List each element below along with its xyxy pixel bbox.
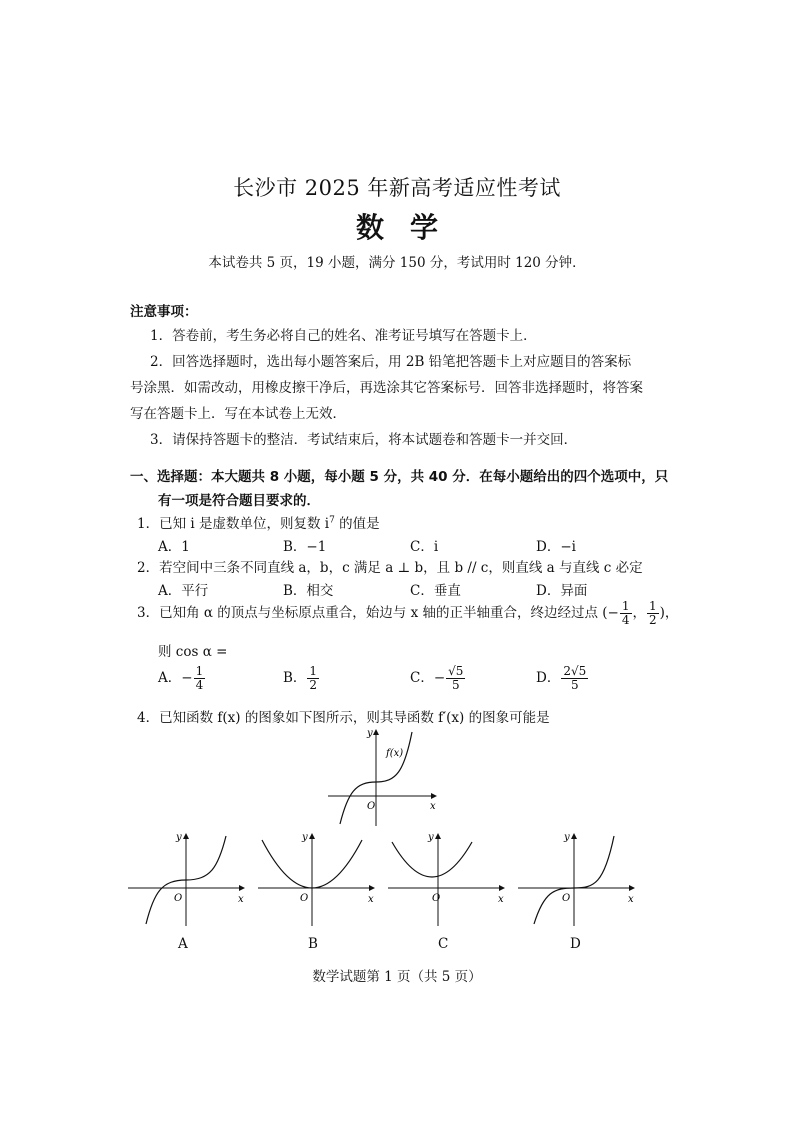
q1-option-b: B．−1	[283, 539, 327, 555]
q3-stem-after: )，	[659, 605, 679, 621]
q3-stem	[137, 600, 678, 627]
q3-point-y-fraction: $\frac{1}{2}$	[649, 599, 657, 627]
svg-text:y: y	[176, 832, 182, 843]
q3-option-a: A．− $\frac{1}{4}$	[158, 664, 204, 692]
q2-option-d: D．异面	[536, 583, 588, 599]
exam-info: 本试卷共 5 页，19 小题，满分 150 分，考试用时 120 分钟．	[208, 255, 586, 271]
q1-option-a: A．1	[158, 539, 190, 555]
svg-text:O: O	[562, 893, 571, 904]
note-item-1: 1．答卷前，考生务必将自己的姓名、准考证号填写在答题卡上．	[150, 328, 537, 344]
svg-text:x: x	[628, 894, 634, 905]
exam-title: 长沙市 2025 年新高考适应性考试	[233, 176, 561, 200]
section-heading-line-2: 有一项是符合题目要求的．	[158, 493, 320, 509]
q4-option-b-graph	[256, 830, 378, 928]
x-label: x	[430, 801, 436, 812]
svg-text:O: O	[174, 893, 183, 904]
q2-stem: 2．若空间中三条不同直线 a，b，c 满足 a ⊥ b，且 b // c，则直线 a 与直线 c 必定	[137, 560, 643, 576]
origin-label: O	[367, 801, 376, 812]
q4-stem: 4．已知函数 f(x) 的图象如下图所示，则其导函数 f′(x) 的图象可能是	[137, 710, 550, 726]
q1-option-d: D．−i	[536, 539, 576, 555]
q4-option-c-graph	[386, 830, 508, 928]
q1-stem-before: 1．已知 i 是虚数单位，则复数 i	[137, 516, 330, 532]
q3-option-c: C．− $\frac{√5}{5}$	[410, 664, 464, 692]
q2-option-c: C．垂直	[410, 583, 461, 599]
q2-option-b: B．相交	[283, 583, 334, 599]
q4-option-c-label: C	[438, 936, 449, 952]
q4-option-a-graph	[126, 830, 248, 928]
q4-option-d-label: D	[570, 936, 581, 952]
q2-option-a: A．平行	[158, 583, 209, 599]
q4-option-b-label: B	[308, 936, 318, 952]
notes-heading: 注意事项：	[130, 304, 198, 320]
curve-label: f(x)	[386, 748, 404, 759]
note-item-3: 3．请保持答题卡的整洁．考试结束后，将本试题卷和答题卡一并交回．	[150, 432, 578, 448]
q3-stem-before: 3．已知角 α 的顶点与坐标原点重合，始边与 x 轴的正半轴重合，终边经过点 (−	[137, 605, 619, 621]
q3-line-2: 则 cos α =	[158, 644, 228, 660]
page-footer: 数学试题第 1 页（共 5 页）	[312, 969, 482, 985]
q1-stem	[137, 512, 380, 532]
q4-main-graph	[320, 726, 444, 828]
q3-option-d: D． $\frac{2√5}{5}$	[536, 664, 587, 692]
svg-text:y: y	[428, 832, 434, 843]
svg-text:y: y	[564, 832, 570, 843]
svg-text:x: x	[238, 894, 244, 905]
q1-stem-after: 的值是	[334, 516, 380, 532]
subject-title: 数学	[355, 211, 464, 244]
q1-option-c: C．i	[410, 539, 439, 555]
y-label: y	[367, 728, 373, 739]
q4-option-d-graph	[516, 830, 638, 928]
q4-option-a-label: A	[178, 936, 188, 952]
note-item-2-line-1: 2．回答选择题时，选出每小题答案后，用 2B 铅笔把答题卡上对应题目的答案标	[150, 354, 632, 370]
q1-stem-sup: 7	[329, 515, 335, 526]
svg-text:O: O	[432, 893, 441, 904]
q3-comma: ，	[632, 605, 646, 621]
svg-text:y: y	[302, 832, 308, 843]
svg-text:O: O	[300, 893, 309, 904]
svg-text:x: x	[368, 894, 374, 905]
q3-option-b: B． $\frac{1}{2}$	[283, 664, 318, 692]
note-item-2-line-2: 号涂黑．如需改动，用橡皮擦干净后，再选涂其它答案标号．回答非选择题时，将答案	[130, 380, 643, 396]
section-heading-line-1: 一、选择题：本大题共 8 小题，每小题 5 分，共 40 分．在每小题给出的四个选项中，只	[130, 469, 669, 485]
note-item-2-line-3: 写在答题卡上．写在本试卷上无效．	[130, 406, 346, 422]
svg-text:x: x	[498, 894, 504, 905]
curve-c	[392, 842, 472, 877]
q3-point-x-fraction: $\frac{1}{4}$	[621, 599, 630, 627]
